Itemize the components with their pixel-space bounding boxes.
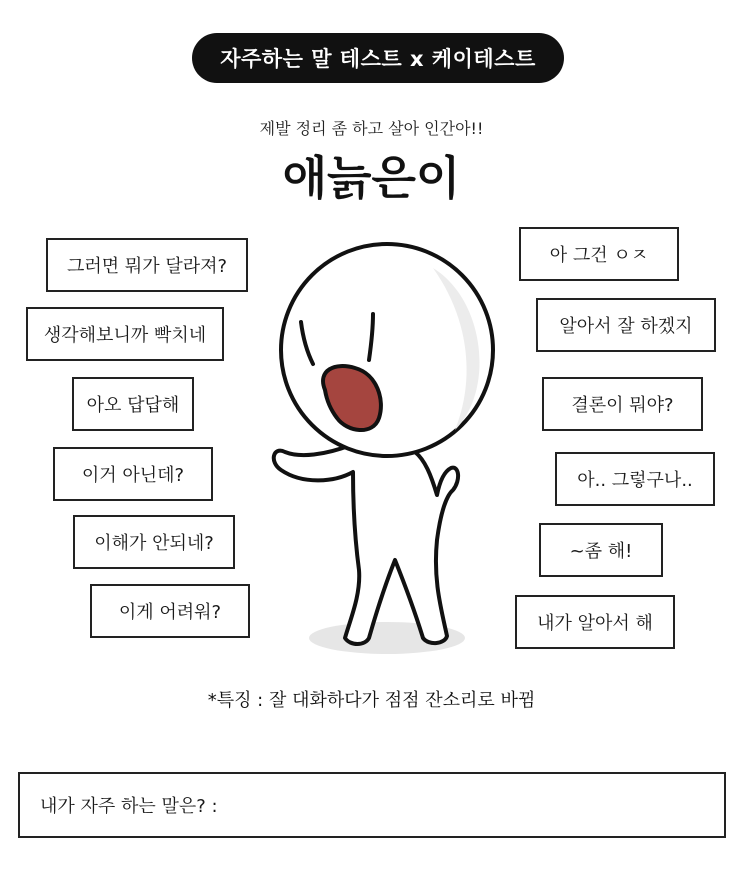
subtitle: 제발 정리 좀 하고 살아 인간아!! — [259, 119, 484, 138]
phrase-box-right-2: 알아서 잘 하겠지 — [536, 298, 716, 352]
answer-box[interactable] — [18, 772, 726, 838]
phrase-box-left-6: 이게 어려워? — [90, 584, 250, 638]
phrase-box-left-5: 이해가 안되네? — [73, 515, 235, 569]
phrase-box-left-1: 그러면 뭐가 달라져? — [46, 238, 248, 292]
phrase-box-right-5: ~좀 해! — [539, 523, 663, 577]
phrase-box-left-2: 생각해보니까 빡치네 — [26, 307, 224, 361]
phrase-box-left-4: 이거 아닌데? — [53, 447, 213, 501]
test-title-pill — [192, 33, 564, 83]
phrase-box-right-1: 아 그건 ㅇㅈ — [519, 227, 679, 281]
result-type-title: 애늙은이 — [282, 151, 461, 205]
phrase-box-right-6: 내가 알아서 해 — [515, 595, 675, 649]
phrase-box-left-3: 아오 답답해 — [72, 377, 194, 431]
character-body — [274, 445, 458, 644]
phrase-box-right-3: 결론이 뭐야? — [542, 377, 703, 431]
character-head — [281, 244, 493, 456]
test-title-text: 자주하는 말 테스트 x 케이테스트 — [220, 47, 536, 71]
character-illustration — [255, 240, 505, 670]
answer-prompt: 내가 자주 하는 말은? : — [40, 796, 218, 817]
phrase-box-right-4: 아.. 그렇구나.. — [555, 452, 715, 506]
footnote: *특징 : 잘 대화하다가 점점 잔소리로 바뀜 — [207, 690, 536, 711]
